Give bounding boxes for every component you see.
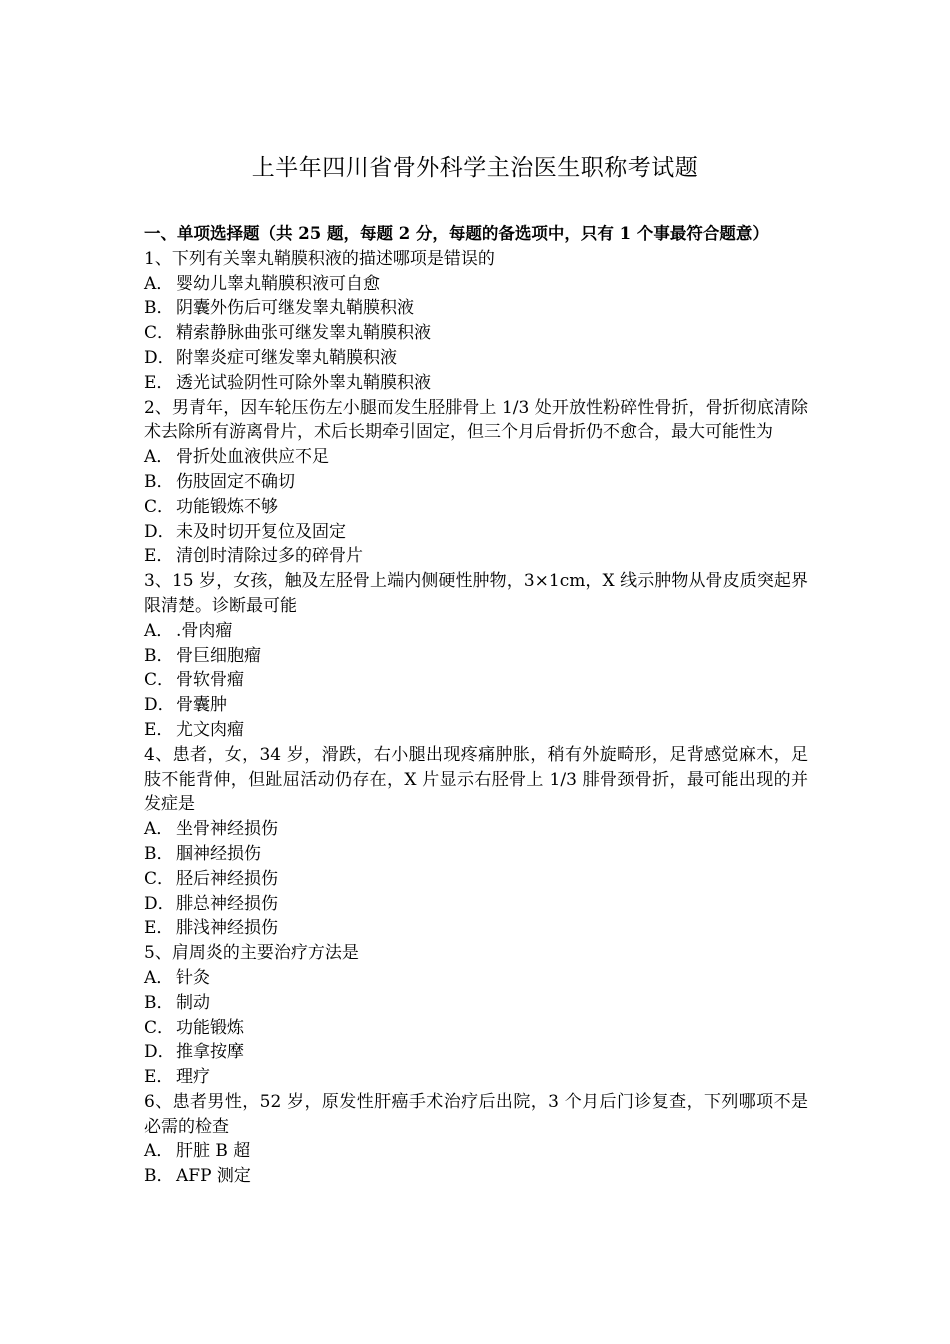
option-text: 胫后神经损伤 [176,868,278,889]
section-heading: 一、单项选择题（共 25 题，每题 2 分，每题的备选项中，只有 1 个事最符合题意） [144,224,769,243]
answer-option [144,867,808,892]
option-letter: E． [144,1067,174,1088]
question-stem: 6、患者男性，52 岁，原发性肝癌手术治疗后出院，3 个月后门诊复查，下列哪项不是必需的检查 [144,1091,808,1137]
option-letter: C． [144,868,175,889]
option-text: 推拿按摩 [176,1042,244,1063]
option-letter: D． [144,1042,175,1063]
answer-option [144,619,808,644]
option-text: 腘神经损伤 [176,843,261,864]
option-text: 坐骨神经损伤 [176,819,278,840]
answer-option [144,644,808,669]
option-text: 腓总神经损伤 [176,893,278,914]
document-title: 上半年四川省骨外科学主治医生职称考试题 [251,155,699,181]
answer-option [144,842,808,867]
option-text: 未及时切开复位及固定 [176,521,346,542]
option-letter: E． [144,719,174,740]
answer-option [144,668,808,693]
question-stem: 4、患者，女，34 岁，滑跌，右小腿出现疼痛肿胀，稍有外旋畸形，足背感觉麻木，足肢不能背伸，但趾屈活动仍存在，X 片显示右胫骨上 1/3 腓骨颈骨折，最可能出现的并发症是 [144,744,808,815]
answer-option [144,817,808,842]
option-letter: D． [144,893,175,914]
question-stem: 2、男青年，因车轮压伤左小腿而发生胫腓骨上 1/3 处开放性粉碎性骨折，骨折彻底清除术去除所有游离骨片，术后长期牵引固定，但三个月后骨折仍不愈合，最大可能性为 [144,397,808,443]
option-letter: D． [144,347,175,368]
option-letter: A． [144,273,174,294]
option-letter: B． [144,645,174,666]
answer-option [144,544,808,569]
option-letter: D． [144,695,175,716]
option-letter: B． [144,1166,174,1187]
option-letter: A． [144,620,174,641]
option-letter: B． [144,992,174,1013]
option-text: 附睾炎症可继发睾丸鞘膜积液 [176,347,397,368]
option-text: 功能锻炼 [176,1017,244,1038]
answer-option [144,892,808,917]
option-text: 针灸 [176,967,210,988]
option-letter: E． [144,546,174,567]
option-letter: D． [144,521,175,542]
answer-option [144,1065,808,1090]
question-stem: 3、15 岁，女孩，触及左胫骨上端内侧硬性肿物，3×1cm，X 线示肿物从骨皮质突起界限清楚。诊断最可能 [144,571,808,616]
question-block [144,396,808,570]
answer-option [144,520,808,545]
option-letter: B． [144,843,174,864]
option-letter: B． [144,298,174,319]
answer-option [144,321,808,346]
question-stem: 1、下列有关睾丸鞘膜积液的描述哪项是错误的 [144,248,495,269]
option-text: 骨折处血液供应不足 [176,447,329,468]
answer-option [144,495,808,520]
answer-option [144,272,808,297]
question-block [144,743,808,941]
option-text: 功能锻炼不够 [176,496,278,517]
option-text: .骨肉瘤 [176,620,233,641]
option-letter: C． [144,323,175,344]
option-text: 婴幼儿睾丸鞘膜积液可自愈 [176,273,380,294]
option-letter: C． [144,496,175,517]
option-letter: C． [144,1017,175,1038]
option-letter: A． [144,447,174,468]
answer-option [144,916,808,941]
option-text: 精索静脉曲张可继发睾丸鞘膜积液 [176,323,431,344]
answer-option [144,346,808,371]
document-body [144,222,808,1189]
option-letter: A． [144,1141,174,1162]
option-text: 肝脏 B 超 [176,1141,251,1162]
answer-option [144,1016,808,1041]
answer-option [144,296,808,321]
question-stem: 5、肩周炎的主要治疗方法是 [144,943,359,964]
option-text: 骨巨细胞瘤 [176,645,261,666]
answer-option [144,371,808,396]
option-letter: A． [144,967,174,988]
option-text: 制动 [176,992,210,1013]
option-text: 理疗 [176,1067,210,1088]
answer-option [144,445,808,470]
option-text: 尤文肉瘤 [176,719,244,740]
question-list [144,247,808,1189]
option-letter: E． [144,372,174,393]
answer-option [144,966,808,991]
option-text: 透光试验阴性可除外睾丸鞘膜积液 [176,372,431,393]
question-block [144,1090,808,1189]
option-text: 骨囊肿 [176,695,227,716]
option-text: 腓浅神经损伤 [176,918,278,939]
question-block [144,569,808,743]
option-text: AFP 测定 [176,1166,251,1187]
question-block [144,247,808,396]
option-text: 阴囊外伤后可继发睾丸鞘膜积液 [176,298,414,319]
option-text: 伤肢固定不确切 [176,471,295,492]
answer-option [144,991,808,1016]
question-block [144,941,808,1090]
option-letter: C． [144,670,175,691]
option-text: 骨软骨瘤 [176,670,244,691]
answer-option [144,1139,808,1164]
answer-option [144,693,808,718]
option-letter: E． [144,918,174,939]
option-letter: B． [144,471,174,492]
answer-option [144,1040,808,1065]
option-letter: A． [144,819,174,840]
answer-option [144,1164,808,1189]
answer-option [144,718,808,743]
option-text: 清创时清除过多的碎骨片 [176,546,363,567]
answer-option [144,470,808,495]
